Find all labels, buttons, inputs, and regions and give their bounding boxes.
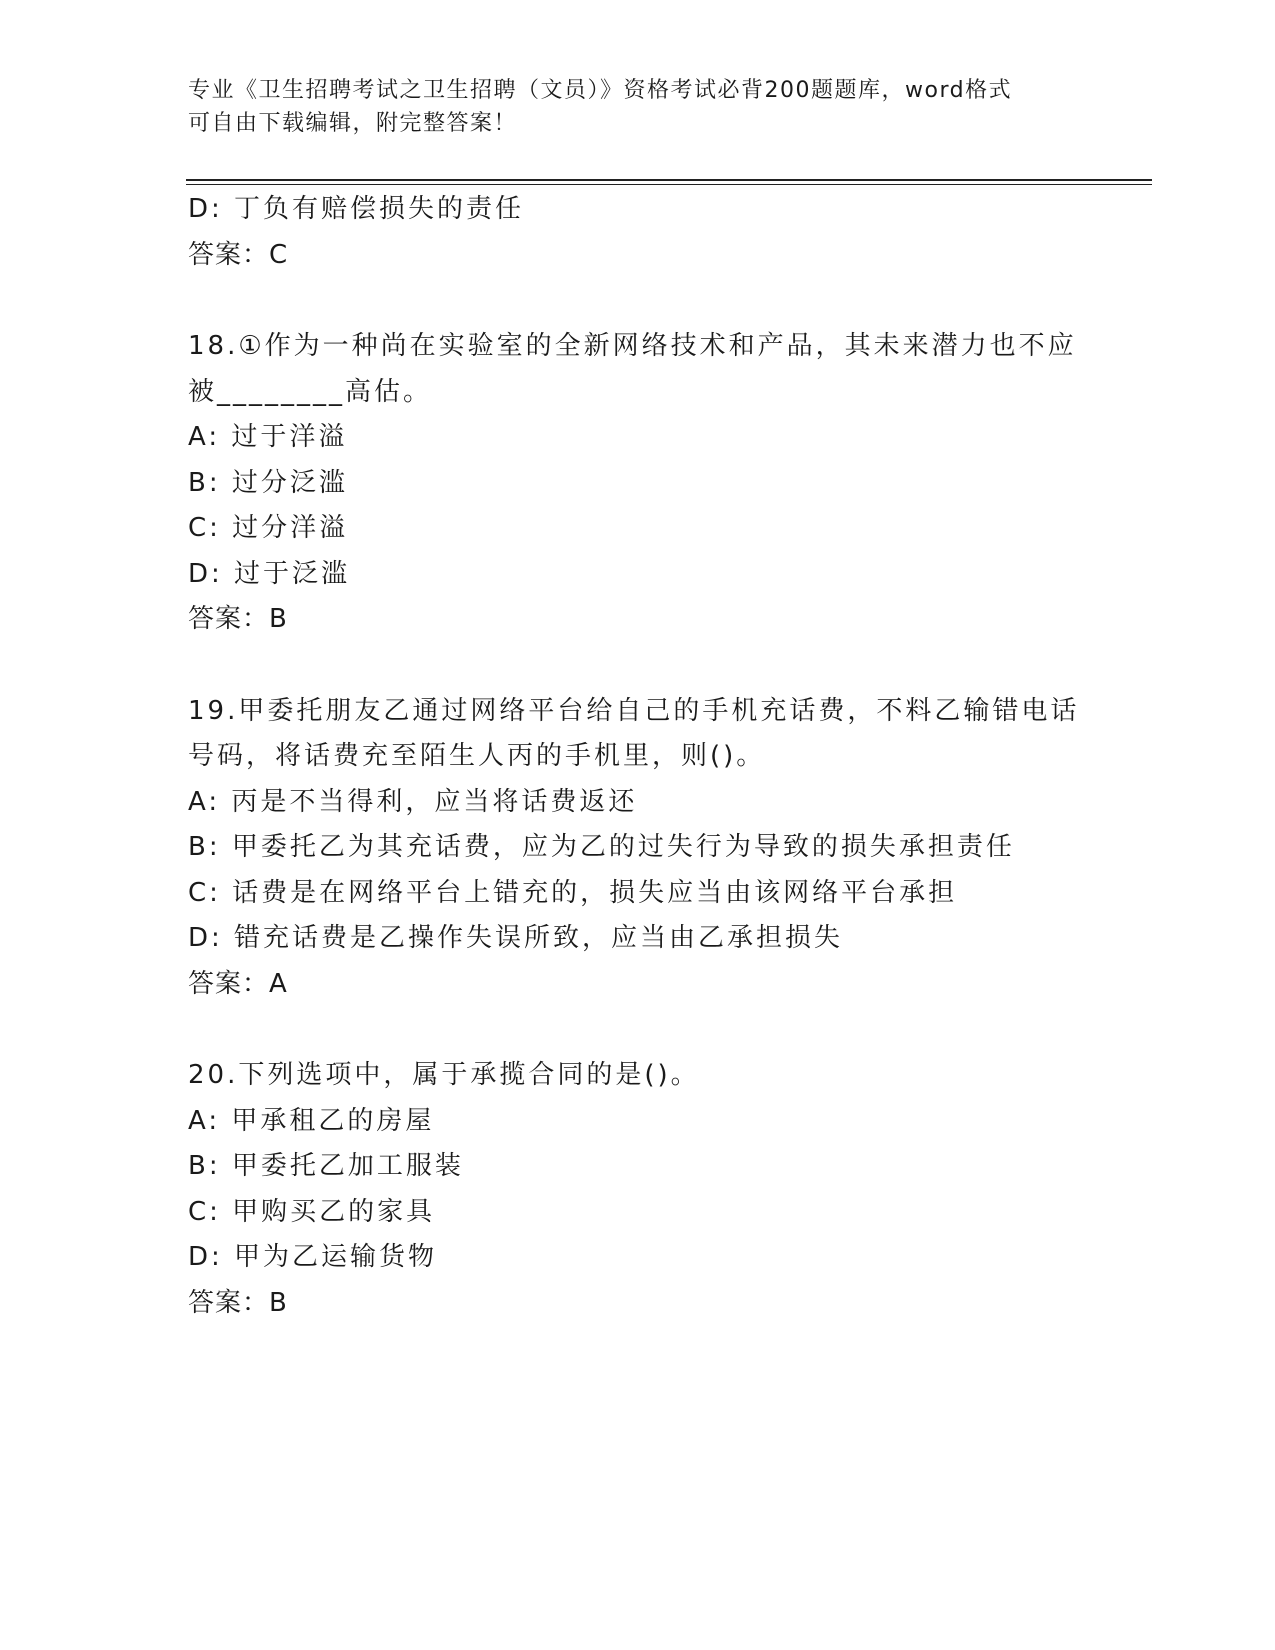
option-d: D: 丁负有赔偿损失的责任 bbox=[188, 194, 525, 224]
question-18 bbox=[188, 324, 1128, 643]
question-stem-cont: 被________高估。 bbox=[188, 376, 433, 407]
header-line-1: 专业《卫生招聘考试之卫生招聘（文员）》资格考试必背200题题库，word格式 bbox=[188, 78, 1013, 103]
option-d: D: 甲为乙运输货物 bbox=[188, 1242, 438, 1272]
question-19 bbox=[188, 689, 1128, 1008]
question-20 bbox=[188, 1053, 1128, 1326]
question-stem: 18.①作为一种尚在实验室的全新网络技术和产品，其未来潜力也不应 bbox=[188, 331, 1077, 361]
answer-line: 答案：C bbox=[188, 239, 289, 270]
option-b: B: 甲委托乙加工服装 bbox=[188, 1151, 464, 1181]
option-a: A: 丙是不当得利，应当将话费返还 bbox=[188, 786, 638, 817]
document-body bbox=[188, 187, 1128, 1326]
question-stem: 20.下列选项中，属于承揽合同的是()。 bbox=[188, 1060, 700, 1090]
header-rule-thick bbox=[186, 179, 1152, 181]
option-c: C: 话费是在网络平台上错充的，损失应当由该网络平台承担 bbox=[188, 877, 958, 908]
option-b: B: 甲委托乙为其充话费，应为乙的过失行为导致的损失承担责任 bbox=[188, 832, 1015, 862]
option-d: D: 过于泛滥 bbox=[188, 558, 351, 589]
option-c: C: 甲购买乙的家具 bbox=[188, 1196, 436, 1227]
option-d: D: 错充话费是乙操作失误所致，应当由乙承担损失 bbox=[188, 923, 844, 953]
option-a: A: 甲承租乙的房屋 bbox=[188, 1105, 435, 1136]
prev-question-tail bbox=[188, 187, 1128, 278]
answer-line: 答案：B bbox=[188, 604, 288, 634]
question-stem-cont: 号码，将话费充至陌生人丙的手机里，则()。 bbox=[188, 741, 766, 771]
document-header bbox=[188, 74, 1088, 140]
option-b: B: 过分泛滥 bbox=[188, 467, 348, 498]
answer-line: 答案：B bbox=[188, 1287, 288, 1318]
option-c: C: 过分洋溢 bbox=[188, 513, 349, 543]
header-line-2: 可自由下载编辑，附完整答案！ bbox=[188, 111, 518, 136]
option-a: A: 过于洋溢 bbox=[188, 422, 348, 452]
header-rule-thin bbox=[186, 184, 1152, 185]
answer-line: 答案：A bbox=[188, 968, 288, 999]
question-stem: 19.甲委托朋友乙通过网络平台给自己的手机充话费，不料乙输错电话 bbox=[188, 695, 1080, 726]
